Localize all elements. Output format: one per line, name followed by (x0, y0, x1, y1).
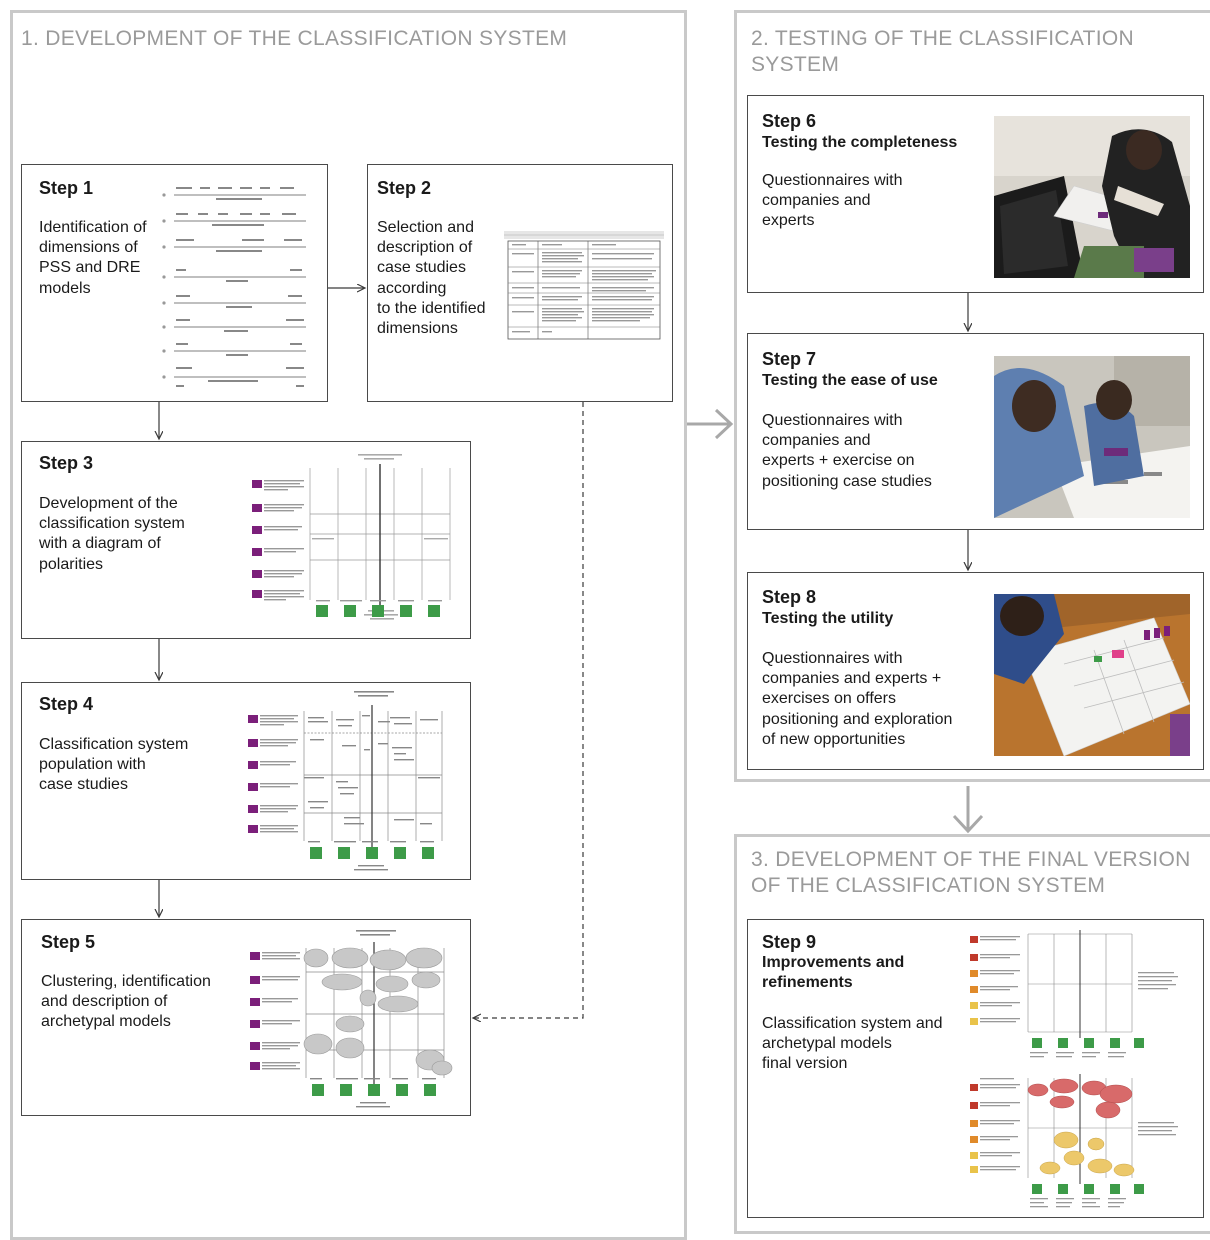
step-2-text: Selection and description of case studies according to the identified dimensions (377, 219, 486, 338)
step-9-final-system-thumbnail (966, 926, 1200, 1216)
step-3-title: Step 3 (39, 453, 94, 473)
step-2-box (367, 164, 673, 402)
step-2-case-table-thumbnail (504, 231, 664, 341)
step-8-box (747, 572, 1204, 770)
step-7-photo (994, 356, 1190, 518)
step-9-subtitle: Improvements and refinements (762, 954, 905, 991)
step-7-text: Questionnaires with companies and experts + exercise on positioning case studies (762, 412, 932, 490)
arrow-phase2-to-phase3 (954, 786, 982, 831)
step-3-box (21, 441, 471, 639)
step-1-dimensions-thumbnail (156, 181, 324, 389)
step-6-title: Step 6 (762, 111, 817, 131)
arrow-phase1-to-phase2 (687, 410, 731, 438)
step-8-title: Step 8 (762, 587, 817, 607)
step-1-title: Step 1 (39, 178, 94, 198)
step-8-subtitle: Testing the utility (762, 610, 894, 627)
phase-3-title: 3. DEVELOPMENT OF THE FINAL VERSION OF THE CLASSIFICATION SYSTEM (751, 848, 1191, 897)
step-5-text: Clustering, identification and description of archetypal models (41, 973, 211, 1031)
step-6-text: Questionnaires with companies and experts (762, 172, 903, 230)
step-9-text: Classification system and archetypal models final version (762, 1015, 943, 1073)
step-5-archetypes-clusters-thumbnail (246, 928, 466, 1112)
step-7-subtitle: Testing the ease of use (762, 372, 938, 389)
step-9-box (747, 919, 1204, 1218)
step-1-box (21, 164, 328, 402)
step-4-box (21, 682, 471, 880)
step-5-title: Step 5 (41, 932, 96, 952)
step-8-photo (994, 594, 1190, 756)
step-2-title: Step 2 (377, 178, 432, 198)
phase-2-title: 2. TESTING OF THE CLASSIFICATION SYSTEM (751, 27, 1134, 76)
step-4-populated-system-thumbnail (244, 689, 466, 875)
step-7-title: Step 7 (762, 349, 817, 369)
step-3-polarities-diagram-thumbnail (248, 450, 466, 632)
step-4-text: Classification system population with case studies (39, 736, 189, 794)
phase-1-title: 1. DEVELOPMENT OF THE CLASSIFICATION SYSTEM (21, 27, 568, 50)
step-9-title: Step 9 (762, 932, 817, 952)
step-6-box (747, 95, 1204, 293)
step-3-text: Development of the classification system with a diagram of polarities (39, 495, 185, 573)
step-1-text: Identification of dimensions of PSS and DRE models (39, 219, 147, 297)
step-4-title: Step 4 (39, 694, 94, 714)
step-6-subtitle: Testing the completeness (762, 134, 958, 151)
step-8-text: Questionnaires with companies and experts + exercises on offers positioning and exploration of new opportunities (762, 650, 953, 748)
step-5-box (21, 919, 471, 1116)
step-6-photo (994, 116, 1190, 278)
step-7-box (747, 333, 1204, 530)
